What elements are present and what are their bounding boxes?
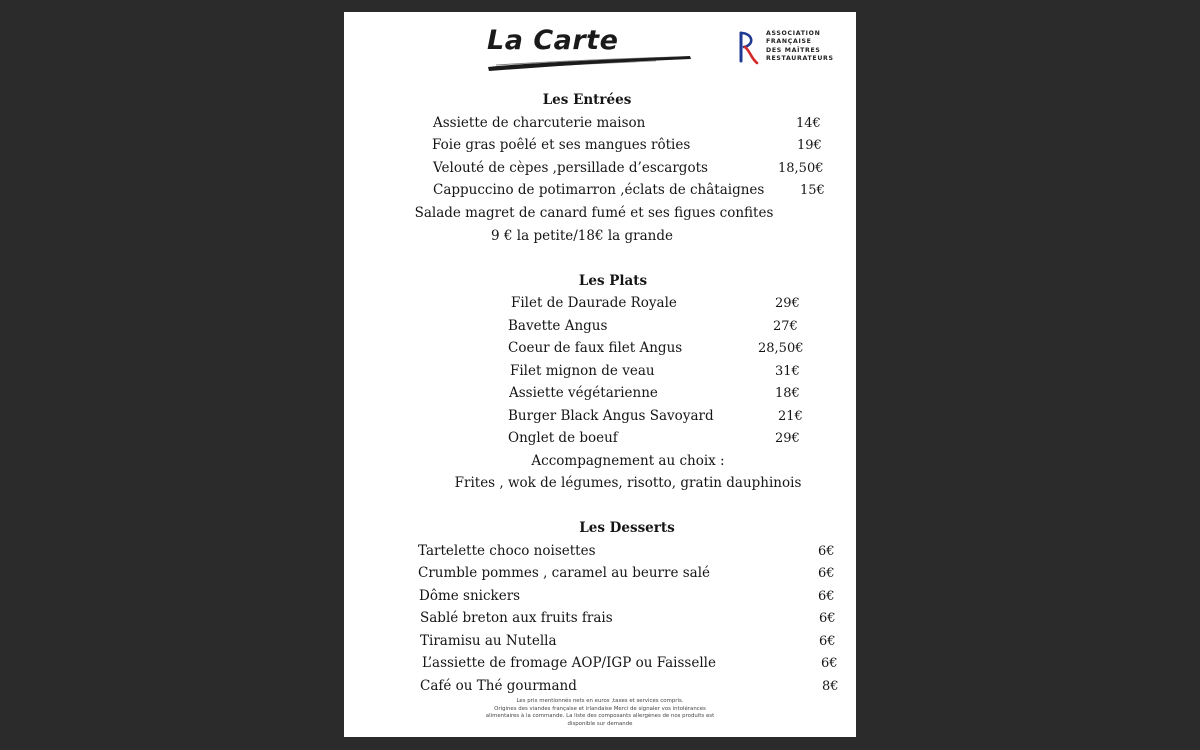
menu-item-price: 6€ xyxy=(818,544,835,559)
logo-line: FRANÇAISE xyxy=(766,38,812,46)
menu-item-price: 6€ xyxy=(819,611,836,626)
menu-item-name: L’assiette de fromage AOP/IGP ou Faisselle xyxy=(422,655,716,671)
menu-item-price: 6€ xyxy=(819,634,836,649)
logo-association-text xyxy=(766,30,834,64)
menu-item-price: 28,50€ xyxy=(758,341,804,356)
section-title-desserts: Les Desserts xyxy=(579,520,675,536)
section-title-entrees: Les Entrées xyxy=(542,92,632,108)
menu-item-name: Coeur de faux filet Angus xyxy=(508,340,683,356)
menu-item-price: 6€ xyxy=(821,656,838,671)
menu-item-name: Filet mignon de veau xyxy=(510,363,655,379)
menu-item-price: 31€ xyxy=(775,364,800,379)
menu-item-price: 15€ xyxy=(800,183,825,198)
menu-title: La Carte xyxy=(487,25,619,56)
menu-item-price: 27€ xyxy=(773,319,798,334)
logo-line: RESTAURATEURS xyxy=(766,55,834,63)
menu-item-name: Tiramisu au Nutella xyxy=(420,633,557,649)
menu-item-name: Bavette Angus xyxy=(508,318,608,334)
menu-item-price: 18€ xyxy=(775,386,800,401)
logo-line: DES MAÎTRES xyxy=(766,46,821,54)
menu-item-price: 18,50€ xyxy=(778,161,824,176)
menu-item-name: Foie gras poêlé et ses mangues rôties xyxy=(432,137,691,153)
brush-stroke-underline xyxy=(486,54,692,72)
logo-line: ASSOCIATION xyxy=(766,30,821,37)
menu-item-name: Burger Black Angus Savoyard xyxy=(508,408,714,424)
footnote-line: Les prix mentionnés nets en euros ,taxes et services compris. xyxy=(516,698,684,704)
menu-item-name: Assiette végétarienne xyxy=(509,385,658,401)
menu-item-name: Crumble pommes , caramel au beurre salé xyxy=(418,565,711,581)
menu-item-name: Assiette de charcuterie maison xyxy=(433,115,646,131)
maitres-restaurateurs-logo-icon xyxy=(737,30,759,66)
menu-item-name: Salade magret de canard fumé et ses figues confites xyxy=(414,205,774,221)
menu-item-name: Dôme snickers xyxy=(419,588,521,604)
menu-item-name: Velouté de cèpes ,persillade d’escargots xyxy=(433,160,708,176)
menu-page xyxy=(344,12,856,737)
footnote-line: disponible sur demande xyxy=(567,720,633,727)
menu-item-price: 8€ xyxy=(822,679,839,694)
menu-item-price: 29€ xyxy=(775,431,800,446)
menu-item-name: Onglet de boeuf xyxy=(508,430,618,446)
sides-list: Frites , wok de légumes, risotto, gratin dauphinois xyxy=(454,475,802,491)
sides-title: Accompagnement au choix : xyxy=(531,453,725,469)
menu-item-name: Cappuccino de potimarron ,éclats de châtaignes xyxy=(433,182,765,198)
footnote-line: Origines des viandes française et irlandaise Merci de signaler vos intolérances xyxy=(494,705,706,712)
menu-item-price: 14€ xyxy=(796,116,821,131)
menu-item-price: 6€ xyxy=(818,589,835,604)
menu-item-name: Filet de Daurade Royale xyxy=(511,295,677,311)
menu-item-price: 19€ xyxy=(797,138,822,153)
menu-item-price: 21€ xyxy=(778,409,803,424)
menu-item-price-note: 9 € la petite/18€ la grande xyxy=(491,228,673,244)
menu-item-name: Sablé breton aux fruits frais xyxy=(420,610,613,626)
menu-item-price: 6€ xyxy=(818,566,835,581)
footnote xyxy=(344,698,856,728)
footnote-line: alimentaires à la commande. La liste des composants allergènes de nos produits est xyxy=(485,713,715,720)
menu-item-price: 29€ xyxy=(775,296,800,311)
menu-item-name: Café ou Thé gourmand xyxy=(420,678,577,694)
section-title-plats: Les Plats xyxy=(578,273,648,289)
menu-item-name: Tartelette choco noisettes xyxy=(418,543,596,559)
